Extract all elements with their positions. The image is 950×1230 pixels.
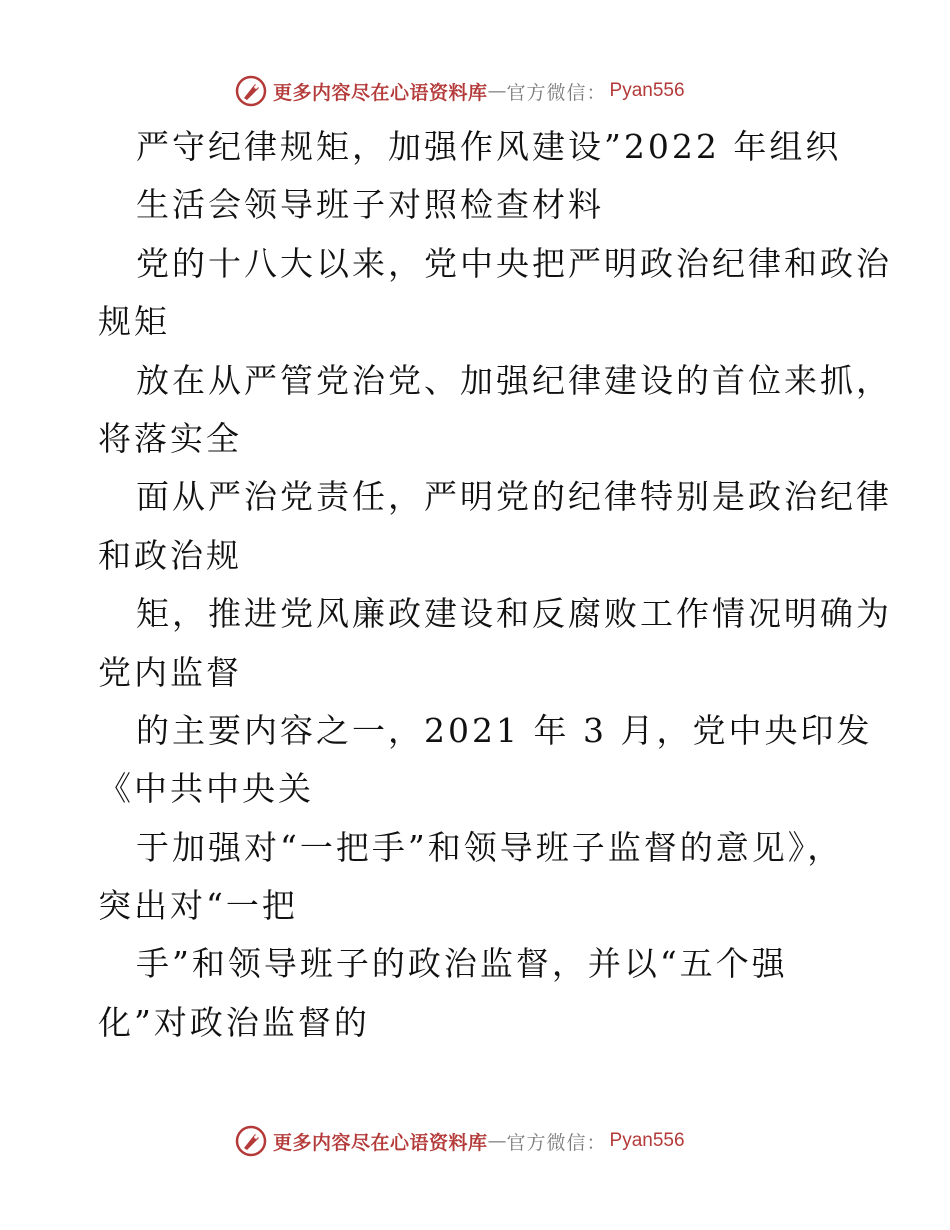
paragraph-line: 的主要内容之一，2021 年 3 月，党中央印发 xyxy=(136,710,873,750)
paragraph-line: 党内监督 xyxy=(98,652,242,692)
footer-watermark-banner xyxy=(235,1124,685,1158)
banner-dash: — xyxy=(487,80,507,102)
paragraph-line: 突出对“一把 xyxy=(98,886,298,926)
header-watermark-banner xyxy=(235,74,685,108)
pen-nib-icon xyxy=(235,75,267,107)
wechat-id: Pyan556 xyxy=(609,1130,685,1151)
paragraph-line: 于加强对“一把手”和领导班子监督的意见》， xyxy=(136,827,844,867)
paragraph-line: 和政治规 xyxy=(98,535,242,575)
paragraph-line: 矩，推进党风廉政建设和反腐败工作情况明确为 xyxy=(136,594,892,634)
banner-colon: ： xyxy=(586,81,606,104)
title-line-1: 严守纪律规矩，加强作风建设”2022 年组织 xyxy=(136,127,842,166)
wechat-id: Pyan556 xyxy=(609,80,685,101)
banner-colon: ： xyxy=(586,1131,606,1154)
paragraph-line: 规矩 xyxy=(98,302,170,342)
banner-dash: — xyxy=(487,1130,507,1152)
paragraph-line: 《中共中央关 xyxy=(98,769,314,809)
paragraph-line: 放在从严管党治党、加强纪律建设的首位来抓， xyxy=(136,360,892,400)
paragraph-line: 面从严治党责任，严明党的纪律特别是政治纪律 xyxy=(136,477,892,517)
document-body xyxy=(98,118,892,1052)
banner-text: 更多内容尽在心语资料库 xyxy=(273,1131,488,1154)
paragraph-line: 党的十八大以来，党中央把严明政治纪律和政治 xyxy=(136,243,892,283)
wechat-label: 官方微信 xyxy=(506,1131,587,1154)
paragraph-line: 化”对政治监督的 xyxy=(98,1002,370,1042)
wechat-label: 官方微信 xyxy=(506,81,587,104)
paragraph-line: 将落实全 xyxy=(98,418,242,458)
banner-text: 更多内容尽在心语资料库 xyxy=(273,81,488,104)
paragraph-line: 手”和领导班子的政治监督，并以“五个强 xyxy=(136,944,788,984)
pen-nib-icon xyxy=(235,1125,267,1157)
title-line-2: 生活会领导班子对照检查材料 xyxy=(136,185,604,225)
